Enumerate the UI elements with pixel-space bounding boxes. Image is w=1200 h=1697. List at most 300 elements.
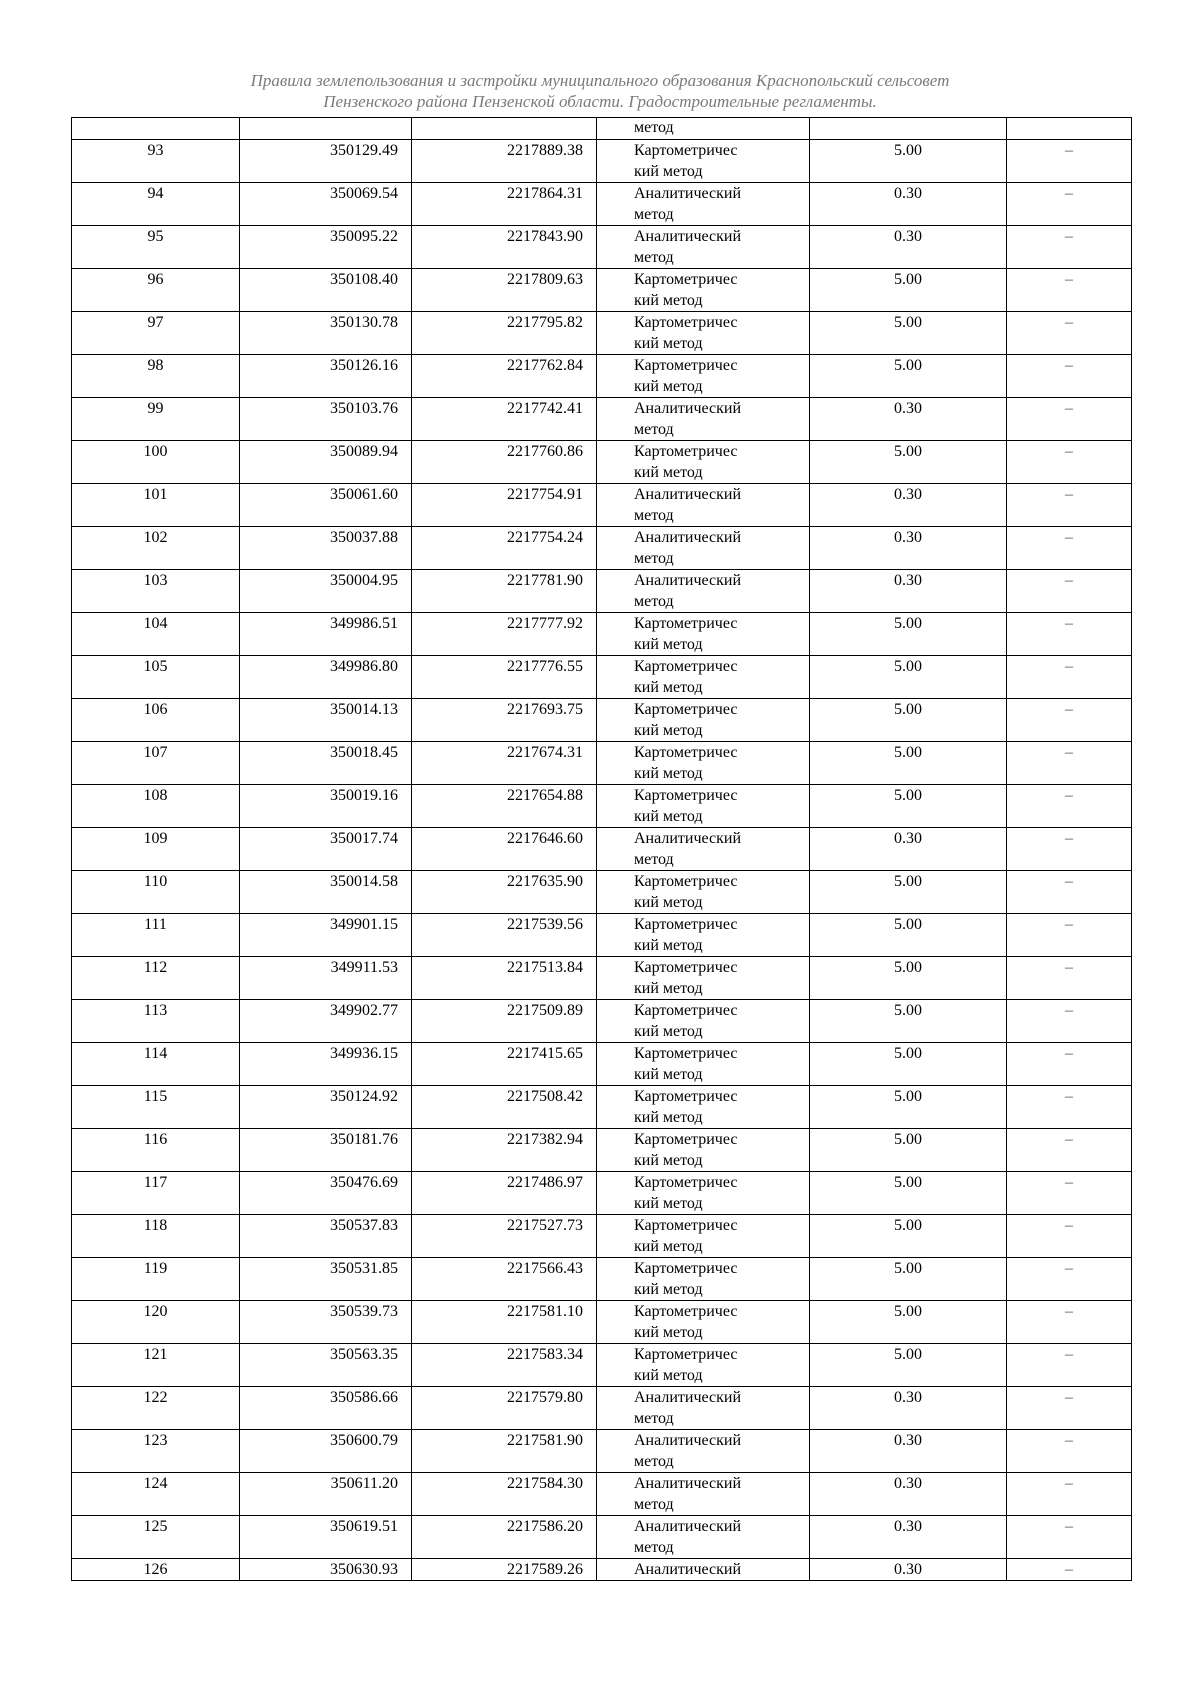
method-cell	[597, 1473, 810, 1516]
precision-cell: 5.00	[810, 613, 1007, 656]
description-cell: –	[1007, 1344, 1132, 1387]
precision-cell: 5.00	[810, 1043, 1007, 1086]
method-line-1: Картометричес	[634, 658, 738, 675]
table-row	[72, 484, 1132, 527]
method-line-1: Картометричес	[634, 787, 738, 804]
method-cell	[597, 1215, 810, 1258]
y-coordinate-cell: 2217674.31	[412, 742, 597, 785]
table-row	[72, 1430, 1132, 1473]
precision-cell: 5.00	[810, 656, 1007, 699]
description-cell: –	[1007, 183, 1132, 226]
x-coordinate-cell: 349911.53	[240, 957, 412, 1000]
point-number-cell: 113	[72, 1000, 240, 1043]
table-row	[72, 1559, 1132, 1581]
method-line-2: кий метод	[634, 722, 703, 739]
x-coordinate-cell: 350014.13	[240, 699, 412, 742]
description-cell: –	[1007, 871, 1132, 914]
y-coordinate-cell: 2217382.94	[412, 1129, 597, 1172]
method-line-1: Картометричес	[634, 271, 738, 288]
point-number-cell: 119	[72, 1258, 240, 1301]
method-line-1: Картометричес	[634, 1303, 738, 1320]
method-line-2: кий метод	[634, 1152, 703, 1169]
y-coordinate-cell: 2217809.63	[412, 269, 597, 312]
y-coordinate-cell: 2217635.90	[412, 871, 597, 914]
point-number-cell: 111	[72, 914, 240, 957]
point-number-cell: 115	[72, 1086, 240, 1129]
description-cell: –	[1007, 398, 1132, 441]
x-coordinate-cell: 350037.88	[240, 527, 412, 570]
method-line-1: Картометричес	[634, 1346, 738, 1363]
description-cell: –	[1007, 1516, 1132, 1559]
x-coordinate-cell: 349986.51	[240, 613, 412, 656]
y-coordinate-cell: 2217777.92	[412, 613, 597, 656]
method-line-1: Картометричес	[634, 959, 738, 976]
table-row	[72, 183, 1132, 226]
method-line-2: кий метод	[634, 163, 703, 180]
table-row	[72, 1516, 1132, 1559]
point-number-cell: 124	[72, 1473, 240, 1516]
method-line-2: кий метод	[634, 808, 703, 825]
method-line-2: кий метод	[634, 378, 703, 395]
x-coordinate-cell: 350611.20	[240, 1473, 412, 1516]
method-line-2: метод	[634, 1496, 674, 1513]
method-line-1: Аналитический	[634, 1389, 742, 1406]
y-coordinate-cell: 2217584.30	[412, 1473, 597, 1516]
method-line-1: Аналитический	[634, 486, 742, 503]
method-cell	[597, 1258, 810, 1301]
description-cell: –	[1007, 1086, 1132, 1129]
method-cell	[597, 957, 810, 1000]
x-coordinate-cell: 350130.78	[240, 312, 412, 355]
method-line-1: Картометричес	[634, 744, 738, 761]
y-coordinate-cell: 2217581.90	[412, 1430, 597, 1473]
point-number-cell: 96	[72, 269, 240, 312]
method-line-1: Картометричес	[634, 615, 738, 632]
point-number-cell: 116	[72, 1129, 240, 1172]
precision-cell: 5.00	[810, 1215, 1007, 1258]
table-row	[72, 441, 1132, 484]
table-row	[72, 828, 1132, 871]
precision-cell: 5.00	[810, 871, 1007, 914]
precision-cell: 5.00	[810, 441, 1007, 484]
method-line-1: Картометричес	[634, 1002, 738, 1019]
method-line-2: кий метод	[634, 1324, 703, 1341]
precision-cell: 5.00	[810, 1129, 1007, 1172]
method-line-2: кий метод	[634, 335, 703, 352]
table-row	[72, 269, 1132, 312]
x-coordinate-cell: 350018.45	[240, 742, 412, 785]
precision-cell: 0.30	[810, 183, 1007, 226]
description-cell: –	[1007, 527, 1132, 570]
point-number-cell: 98	[72, 355, 240, 398]
description-cell: –	[1007, 570, 1132, 613]
precision-cell: 5.00	[810, 914, 1007, 957]
method-line-1: Аналитический	[634, 1518, 742, 1535]
x-coordinate-cell: 350019.16	[240, 785, 412, 828]
method-cell	[597, 1043, 810, 1086]
method-cell	[597, 140, 810, 183]
y-coordinate-cell: 2217654.88	[412, 785, 597, 828]
precision-cell: 5.00	[810, 312, 1007, 355]
precision-cell: 0.30	[810, 1473, 1007, 1516]
method-cell	[597, 398, 810, 441]
table-row	[72, 1129, 1132, 1172]
method-line-2: кий метод	[634, 980, 703, 997]
description-cell: –	[1007, 226, 1132, 269]
method-line-1: Аналитический	[634, 1561, 742, 1578]
method-cell	[597, 1516, 810, 1559]
point-number-cell: 101	[72, 484, 240, 527]
point-number-cell: 99	[72, 398, 240, 441]
method-line-1: Картометричес	[634, 1260, 738, 1277]
x-coordinate-cell: 350069.54	[240, 183, 412, 226]
x-coordinate-cell: 349901.15	[240, 914, 412, 957]
x-coordinate-cell: 350017.74	[240, 828, 412, 871]
y-coordinate-cell: 2217843.90	[412, 226, 597, 269]
method-cell	[597, 1387, 810, 1430]
method-line-2: метод	[634, 1453, 674, 1470]
method-line-1: Аналитический	[634, 228, 742, 245]
description-cell: –	[1007, 957, 1132, 1000]
x-coordinate-cell: 350061.60	[240, 484, 412, 527]
x-coordinate-cell: 350619.51	[240, 1516, 412, 1559]
y-coordinate-cell: 2217864.31	[412, 183, 597, 226]
description-cell: –	[1007, 656, 1132, 699]
y-coordinate-cell: 2217762.84	[412, 355, 597, 398]
precision-cell: 0.30	[810, 484, 1007, 527]
y-coordinate-cell: 2217781.90	[412, 570, 597, 613]
y-coordinate-cell: 2217527.73	[412, 1215, 597, 1258]
x-coordinate-cell: 350103.76	[240, 398, 412, 441]
precision-cell: 5.00	[810, 1344, 1007, 1387]
point-number-cell: 120	[72, 1301, 240, 1344]
method-line-2: кий метод	[634, 464, 703, 481]
y-coordinate-cell: 2217646.60	[412, 828, 597, 871]
method-line-1: Аналитический	[634, 1475, 742, 1492]
x-coordinate-cell: 349902.77	[240, 1000, 412, 1043]
method-line-2: метод	[634, 206, 674, 223]
point-number-cell: 109	[72, 828, 240, 871]
precision-cell: 0.30	[810, 1516, 1007, 1559]
table-row	[72, 398, 1132, 441]
point-number-cell: 102	[72, 527, 240, 570]
table-row	[72, 742, 1132, 785]
point-number-cell: 93	[72, 140, 240, 183]
y-coordinate-cell: 2217581.10	[412, 1301, 597, 1344]
header-line-1: Правила землепользования и застройки муниципального образования Краснопольский сельсовет	[250, 71, 950, 90]
point-number-cell: 112	[72, 957, 240, 1000]
method-line-2: метод	[634, 593, 674, 610]
y-coordinate-cell: 2217513.84	[412, 957, 597, 1000]
method-cell	[597, 1344, 810, 1387]
x-coordinate-cell: 350181.76	[240, 1129, 412, 1172]
page-header	[0, 70, 1200, 112]
method-line-2: кий метод	[634, 937, 703, 954]
precision-cell: 0.30	[810, 527, 1007, 570]
method-cell	[597, 1430, 810, 1473]
point-number-cell: 123	[72, 1430, 240, 1473]
table-row	[72, 570, 1132, 613]
point-number-cell: 100	[72, 441, 240, 484]
x-coordinate-cell: 350126.16	[240, 355, 412, 398]
description-cell: –	[1007, 441, 1132, 484]
description-cell: –	[1007, 742, 1132, 785]
method-line-1: Картометричес	[634, 443, 738, 460]
description-cell: –	[1007, 1473, 1132, 1516]
precision-cell: 5.00	[810, 355, 1007, 398]
point-number-cell: 107	[72, 742, 240, 785]
method-line-1: Картометричес	[634, 916, 738, 933]
description-cell: –	[1007, 1559, 1132, 1581]
point-number-cell: 94	[72, 183, 240, 226]
description-cell: –	[1007, 1000, 1132, 1043]
y-coordinate-cell: 2217579.80	[412, 1387, 597, 1430]
table-row	[72, 1258, 1132, 1301]
method-line-2: кий метод	[634, 1238, 703, 1255]
y-coordinate-cell: 2217509.89	[412, 1000, 597, 1043]
method-line-2: кий метод	[634, 1066, 703, 1083]
method-cell	[597, 1129, 810, 1172]
table-row	[72, 785, 1132, 828]
precision-cell: 0.30	[810, 1559, 1007, 1581]
description-cell: –	[1007, 1043, 1132, 1086]
y-coordinate-cell: 2217795.82	[412, 312, 597, 355]
method-line-2: кий метод	[634, 1281, 703, 1298]
description-cell: –	[1007, 828, 1132, 871]
description-cell: –	[1007, 914, 1132, 957]
point-number-cell: 106	[72, 699, 240, 742]
x-coordinate-cell: 350014.58	[240, 871, 412, 914]
method-line-2: метод	[634, 421, 674, 438]
y-coordinate-cell: 2217742.41	[412, 398, 597, 441]
method-cell	[597, 269, 810, 312]
point-number-cell: 117	[72, 1172, 240, 1215]
precision-cell: 0.30	[810, 828, 1007, 871]
y-coordinate-cell: 2217583.34	[412, 1344, 597, 1387]
point-number-cell: 125	[72, 1516, 240, 1559]
precision-cell: 0.30	[810, 1430, 1007, 1473]
method-cell: метод	[634, 119, 674, 136]
table-row	[72, 527, 1132, 570]
method-cell	[597, 914, 810, 957]
point-number-cell: 108	[72, 785, 240, 828]
precision-cell: 5.00	[810, 785, 1007, 828]
method-line-1: Картометричес	[634, 1174, 738, 1191]
description-cell: –	[1007, 1215, 1132, 1258]
method-line-2: кий метод	[634, 1109, 703, 1126]
x-coordinate-cell: 350004.95	[240, 570, 412, 613]
x-coordinate-cell: 350630.93	[240, 1559, 412, 1581]
method-line-2: метод	[634, 249, 674, 266]
table-row	[72, 957, 1132, 1000]
method-cell	[597, 484, 810, 527]
table-row	[72, 1473, 1132, 1516]
point-number-cell: 118	[72, 1215, 240, 1258]
table-row-continued	[72, 118, 1132, 140]
point-number-cell: 103	[72, 570, 240, 613]
precision-cell: 5.00	[810, 1000, 1007, 1043]
table-row	[72, 914, 1132, 957]
description-cell: –	[1007, 269, 1132, 312]
y-coordinate-cell: 2217776.55	[412, 656, 597, 699]
method-line-1: Аналитический	[634, 830, 742, 847]
method-line-1: Картометричес	[634, 1045, 738, 1062]
method-line-1: Картометричес	[634, 1088, 738, 1105]
table-row	[72, 1301, 1132, 1344]
point-number-cell: 97	[72, 312, 240, 355]
table-row	[72, 1000, 1132, 1043]
table-row	[72, 1172, 1132, 1215]
description-cell: –	[1007, 1301, 1132, 1344]
table-row	[72, 226, 1132, 269]
y-coordinate-cell: 2217566.43	[412, 1258, 597, 1301]
method-line-2: кий метод	[634, 894, 703, 911]
x-coordinate-cell: 350476.69	[240, 1172, 412, 1215]
method-line-2: кий метод	[634, 292, 703, 309]
point-number-cell: 114	[72, 1043, 240, 1086]
description-cell: –	[1007, 1172, 1132, 1215]
method-cell	[597, 226, 810, 269]
y-coordinate-cell: 2217508.42	[412, 1086, 597, 1129]
method-line-2: метод	[634, 550, 674, 567]
method-line-1: Картометричес	[634, 357, 738, 374]
method-line-2: метод	[634, 1539, 674, 1556]
y-coordinate-cell: 2217889.38	[412, 140, 597, 183]
x-coordinate-cell: 350095.22	[240, 226, 412, 269]
y-coordinate-cell: 2217754.91	[412, 484, 597, 527]
precision-cell: 0.30	[810, 226, 1007, 269]
precision-cell: 5.00	[810, 140, 1007, 183]
x-coordinate-cell: 349936.15	[240, 1043, 412, 1086]
x-coordinate-cell: 350129.49	[240, 140, 412, 183]
precision-cell: 0.30	[810, 398, 1007, 441]
method-line-1: Картометричес	[634, 314, 738, 331]
y-coordinate-cell: 2217754.24	[412, 527, 597, 570]
method-cell	[597, 871, 810, 914]
description-cell: –	[1007, 355, 1132, 398]
y-coordinate-cell: 2217586.20	[412, 1516, 597, 1559]
x-coordinate-cell: 350089.94	[240, 441, 412, 484]
table-row	[72, 699, 1132, 742]
x-coordinate-cell: 350124.92	[240, 1086, 412, 1129]
point-number-cell: 122	[72, 1387, 240, 1430]
method-cell	[597, 1301, 810, 1344]
method-line-2: метод	[634, 507, 674, 524]
method-line-1: Аналитический	[634, 1432, 742, 1449]
point-number-cell: 105	[72, 656, 240, 699]
table-row	[72, 871, 1132, 914]
point-number-cell: 110	[72, 871, 240, 914]
method-line-1: Картометричес	[634, 142, 738, 159]
table-row	[72, 613, 1132, 656]
description-cell: –	[1007, 140, 1132, 183]
x-coordinate-cell: 350539.73	[240, 1301, 412, 1344]
x-coordinate-cell: 350531.85	[240, 1258, 412, 1301]
description-cell: –	[1007, 613, 1132, 656]
precision-cell: 5.00	[810, 269, 1007, 312]
method-cell	[597, 828, 810, 871]
method-line-2: кий метод	[634, 679, 703, 696]
method-line-1: Картометричес	[634, 1131, 738, 1148]
x-coordinate-cell: 350537.83	[240, 1215, 412, 1258]
y-coordinate-cell: 2217760.86	[412, 441, 597, 484]
precision-cell: 5.00	[810, 1258, 1007, 1301]
header-line-2: Пензенского района Пензенской области. Градостроительные регламенты.	[323, 92, 877, 111]
table-row	[72, 355, 1132, 398]
x-coordinate-cell: 350563.35	[240, 1344, 412, 1387]
method-cell	[597, 1086, 810, 1129]
x-coordinate-cell: 350600.79	[240, 1430, 412, 1473]
method-cell	[597, 699, 810, 742]
table-row	[72, 656, 1132, 699]
table-row	[72, 1086, 1132, 1129]
method-cell	[597, 613, 810, 656]
method-line-1: Аналитический	[634, 529, 742, 546]
method-cell	[597, 570, 810, 613]
method-cell	[597, 742, 810, 785]
method-line-1: Аналитический	[634, 400, 742, 417]
method-line-2: кий метод	[634, 1367, 703, 1384]
precision-cell: 5.00	[810, 957, 1007, 1000]
table-row	[72, 1215, 1132, 1258]
y-coordinate-cell: 2217539.56	[412, 914, 597, 957]
description-cell: –	[1007, 1430, 1132, 1473]
method-line-2: метод	[634, 851, 674, 868]
description-cell: –	[1007, 1387, 1132, 1430]
table-row	[72, 1043, 1132, 1086]
table-row	[72, 1387, 1132, 1430]
method-cell	[597, 355, 810, 398]
method-line-1: Картометричес	[634, 873, 738, 890]
point-number-cell: 121	[72, 1344, 240, 1387]
point-number-cell: 104	[72, 613, 240, 656]
y-coordinate-cell: 2217693.75	[412, 699, 597, 742]
method-line-1: Картометричес	[634, 1217, 738, 1234]
table-row	[72, 140, 1132, 183]
description-cell: –	[1007, 312, 1132, 355]
precision-cell: 5.00	[810, 1172, 1007, 1215]
x-coordinate-cell: 349986.80	[240, 656, 412, 699]
precision-cell: 0.30	[810, 1387, 1007, 1430]
method-cell	[597, 527, 810, 570]
method-line-2: кий метод	[634, 765, 703, 782]
precision-cell: 5.00	[810, 1301, 1007, 1344]
y-coordinate-cell: 2217486.97	[412, 1172, 597, 1215]
method-cell	[597, 312, 810, 355]
method-line-2: кий метод	[634, 1023, 703, 1040]
method-cell	[597, 183, 810, 226]
method-line-1: Аналитический	[634, 185, 742, 202]
precision-cell: 0.30	[810, 570, 1007, 613]
method-line-2: кий метод	[634, 1195, 703, 1212]
method-line-2: кий метод	[634, 636, 703, 653]
description-cell: –	[1007, 1129, 1132, 1172]
method-cell	[597, 785, 810, 828]
method-cell	[597, 1000, 810, 1043]
description-cell: –	[1007, 1258, 1132, 1301]
method-cell	[597, 656, 810, 699]
description-cell: –	[1007, 785, 1132, 828]
precision-cell: 5.00	[810, 742, 1007, 785]
point-number-cell: 95	[72, 226, 240, 269]
table-row	[72, 312, 1132, 355]
x-coordinate-cell: 350586.66	[240, 1387, 412, 1430]
description-cell: –	[1007, 484, 1132, 527]
method-cell	[597, 1559, 810, 1581]
table-row	[72, 1344, 1132, 1387]
precision-cell: 5.00	[810, 1086, 1007, 1129]
y-coordinate-cell: 2217589.26	[412, 1559, 597, 1581]
